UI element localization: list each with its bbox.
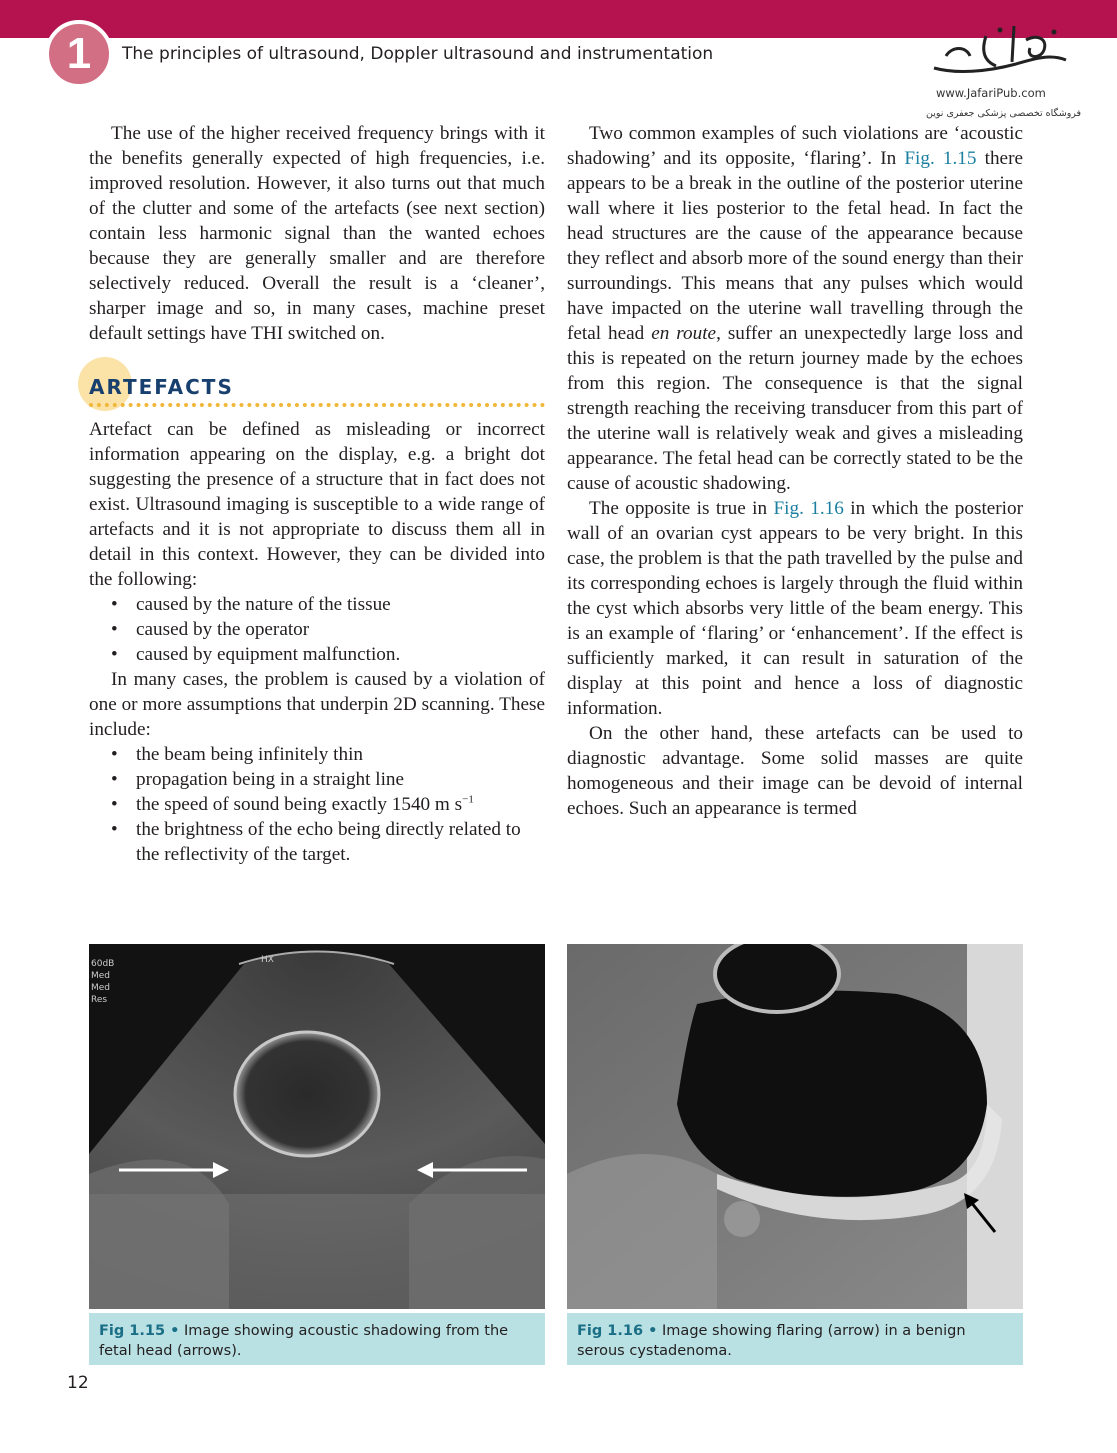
figure-reference-link[interactable]: Fig. 1.15: [904, 148, 977, 169]
bullet-list: [89, 742, 545, 867]
logo-url: www.JafariPub.com: [936, 86, 1046, 100]
running-title: The principles of ultrasound, Doppler ultrasound and instrumentation: [122, 44, 714, 64]
paragraph: Artefact can be defined as misleading or incorrect information appearing on the display, e.g. a bright dot suggesting the presence of a structure that in fact does not exist. Ultrasound imaging is susceptible to a wide range of artefacts and it is not appropriate to discuss them all in detail in this context. However, they can be divided into the following:: [89, 419, 545, 590]
heading-dotted-rule: [89, 403, 545, 407]
text-run: The opposite is true in: [589, 498, 774, 519]
scan-overlay-text: 60dB: [91, 959, 115, 969]
logo-tagline: فروشگاه تخصصی پزشکی جعفری نوین: [926, 108, 1082, 119]
list-item: • caused by the nature of the tissue: [136, 592, 545, 617]
paragraph: [567, 121, 1023, 496]
figure-reference-link[interactable]: Fig. 1.16: [773, 498, 844, 519]
caption-text: Image showing flaring (arrow) in a benign serous cystadenoma.: [577, 1323, 966, 1359]
chapter-number-badge: 1: [45, 20, 113, 88]
bullet-list: [89, 592, 545, 667]
text-run: Two common examples of such violations are ‘acoustic shadowing’ and its opposite, ‘flaring’. In: [567, 123, 1023, 169]
ultrasound-scan-image: [567, 944, 1023, 1309]
text-run: in which the posterior wall of an ovarian cyst appears to be very bright. In this case, the problem is that the path travelled by the pulse and its corresponding echoes is largely through the fluid within the cyst which absorbs very little of the beam energy. This is an example of ‘flaring’ or ‘enhancement’. If the effect is sufficiently marked, it can result in saturation of the display at this point and hence a loss of diagnostic information.: [567, 498, 1023, 719]
scan-overlay-text: Med: [91, 971, 111, 981]
list-item: [136, 792, 545, 817]
section-heading-text: ARTEFACTS: [89, 375, 234, 399]
list-item: • propagation being in a straight line: [136, 767, 545, 792]
list-item: • caused by equipment malfunction.: [136, 642, 545, 667]
paragraph: On the other hand, these artefacts can be used to diagnostic advantage. Some solid masses are quite homogeneous and their image can be devoid of internal echoes. Such an appearance is termed: [567, 723, 1023, 819]
scan-overlay-text: Res: [91, 995, 108, 1005]
caption-text: Image showing acoustic shadowing from the fetal head (arrows).: [99, 1323, 509, 1359]
text-run: , suffer an unexpectedly large loss and this is repeated on the return journey made by the echoes from this region. The consequence is that the signal strength reaching the receiving transducer from this part of the uterine wall is relatively weak and gives a misleading appearance. The fetal head can be correctly stated to be the cause of acoustic shadowing.: [567, 323, 1023, 494]
list-item: • the beam being infinitely thin: [136, 742, 545, 767]
list-item: • caused by the operator: [136, 617, 545, 642]
text-run: there appears to be a break in the outline of the posterior uterine wall where it lies posterior to the fetal head. In fact the head structures are the cause of the appearance because they reflect and absorb more of the sound energy than their surroundings. This means that any pulses which would have impacted on the uterine wall travelling through the fetal head: [567, 148, 1023, 344]
calligraphy-logo-icon: [926, 16, 1076, 86]
paragraph: The use of the higher received frequency brings with it the benefits generally expected of high frequencies, i.e. improved resolution. However, it also turns out that much of the clutter and some of the artefacts (see next section) contain less harmonic signal than the wanted echoes because they are generally smaller and are therefore selectively reduced. Overall the result is a ‘cleaner’, sharper image and so, in many cases, machine preset default settings have THI switched on.: [89, 123, 545, 344]
page-number: 12: [67, 1373, 89, 1393]
caption-bullet: •: [165, 1323, 180, 1339]
list-item-text: the speed of sound being exactly 1540 m s: [136, 794, 463, 815]
ultrasound-scan-image: [89, 944, 545, 1309]
superscript: −1: [462, 793, 474, 806]
scan-marker-text: HX: [261, 955, 274, 965]
paragraph: [567, 496, 1023, 721]
paragraph: In many cases, the problem is caused by a violation of one or more assumptions that underpin 2D scanning. These include:: [89, 669, 545, 740]
list-item: • the brightness of the echo being directly related to the reflectivity of the target.: [136, 817, 545, 867]
figure-caption: [567, 1313, 1023, 1365]
publisher-logo: [926, 16, 1082, 126]
figure-label: Fig 1.16: [577, 1323, 644, 1339]
figure-1-16-image: [567, 944, 1023, 1309]
italic-text: en route: [651, 323, 717, 344]
right-column: [567, 121, 1023, 821]
left-column: [89, 121, 545, 867]
caption-bullet: •: [643, 1323, 658, 1339]
section-heading: [89, 357, 545, 429]
scan-overlay-text: Med: [91, 983, 111, 993]
figure-caption: [89, 1313, 545, 1365]
figure-1-15-image: [89, 944, 545, 1309]
figure-label: Fig 1.15: [99, 1323, 166, 1339]
